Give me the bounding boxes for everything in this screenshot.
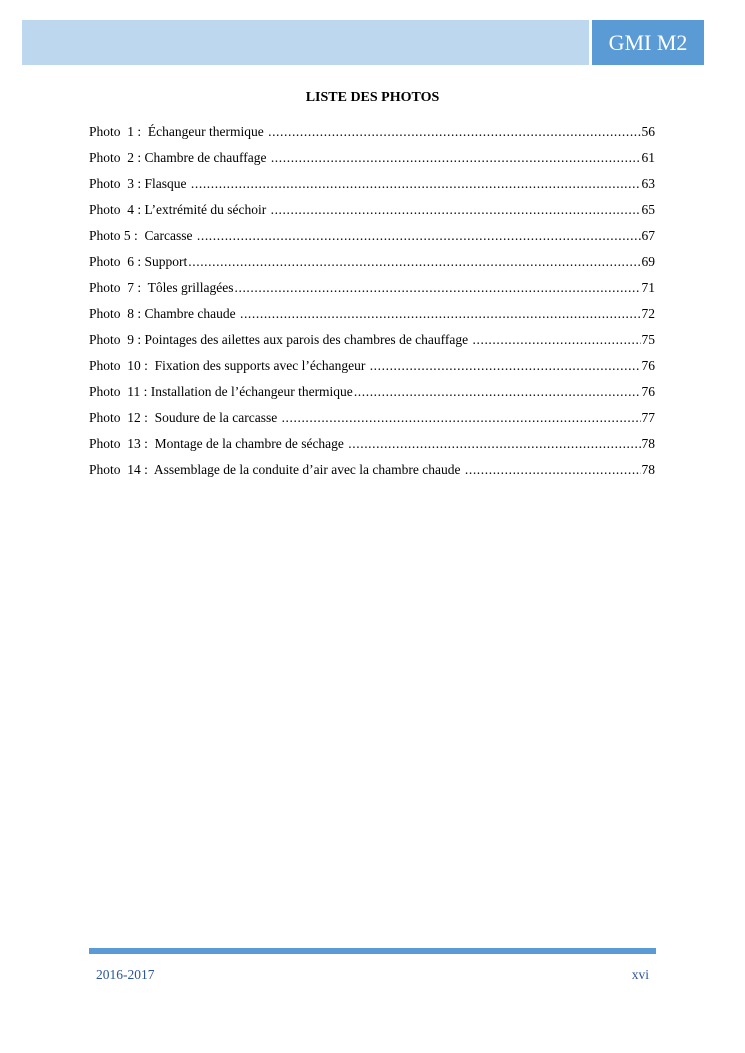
toc-entry[interactable] [89, 122, 655, 148]
entry-label: Photo 5 : Carcasse [89, 228, 196, 243]
entry-label: Photo 13 : Montage de la chambre de séchage [89, 436, 348, 451]
toc-entry[interactable] [89, 434, 655, 460]
entry-label: Photo 9 : Pointages des ailettes aux parois des chambres de chauffage [89, 332, 472, 347]
dot-leader [473, 330, 641, 350]
header-tag: GMI M2 [592, 20, 704, 65]
entry-page: 78 [641, 436, 655, 451]
entry-page: 65 [641, 202, 655, 217]
toc-entry[interactable] [89, 148, 655, 174]
entry-page: 71 [641, 280, 655, 295]
entry-label: Photo 12 : Soudure de la carcasse [89, 410, 281, 425]
entry-page: 61 [641, 150, 655, 165]
dot-leader [465, 460, 641, 480]
toc-entry[interactable] [89, 278, 655, 304]
entry-page: 75 [641, 332, 655, 347]
entry-label: Photo 11 : Installation de l’échangeur thermique [89, 384, 353, 399]
dot-leader [271, 148, 641, 168]
dot-leader [191, 174, 641, 194]
footer-year: 2016-2017 [96, 967, 155, 982]
entry-label: Photo 8 : Chambre chaude [89, 306, 239, 321]
dot-leader [197, 226, 641, 246]
toc-entry[interactable] [89, 252, 655, 278]
entry-page: 72 [641, 306, 655, 321]
entry-label: Photo 3 : Flasque [89, 176, 190, 191]
entry-label: Photo 7 : Tôles grillagées [89, 280, 234, 295]
toc-entry[interactable] [89, 408, 655, 434]
page-title: LISTE DES PHOTOS [305, 90, 440, 105]
dot-leader [354, 382, 641, 402]
toc-entry[interactable] [89, 200, 655, 226]
toc-entry[interactable] [89, 356, 655, 382]
toc-entry[interactable] [89, 174, 655, 200]
dot-leader [268, 122, 640, 142]
entry-label: Photo 4 : L’extrémité du séchoir [89, 202, 270, 217]
toc-entry[interactable] [89, 330, 655, 356]
entry-label: Photo 6 : Support [89, 254, 188, 269]
dot-leader [188, 252, 640, 272]
toc-entry[interactable] [89, 460, 655, 486]
toc-entry[interactable] [89, 226, 655, 252]
footer-page-number: xvi [631, 967, 649, 982]
entry-page: 77 [641, 410, 655, 425]
entry-label: Photo 14 : Assemblage de la conduite d’air avec la chambre chaude [89, 462, 464, 477]
entry-page: 78 [641, 462, 655, 477]
entry-page: 76 [641, 384, 655, 399]
footer-rule [89, 948, 656, 954]
entry-page: 63 [641, 176, 655, 191]
dot-leader [240, 304, 641, 324]
entry-page: 67 [641, 228, 655, 243]
entry-page: 76 [641, 358, 655, 373]
entry-label: Photo 2 : Chambre de chauffage [89, 150, 270, 165]
entry-page: 69 [641, 254, 655, 269]
dot-leader [348, 434, 640, 454]
entry-label: Photo 10 : Fixation des supports avec l’échangeur [89, 358, 369, 373]
dot-leader [370, 356, 641, 376]
dot-leader [235, 278, 641, 298]
dot-leader [282, 408, 641, 428]
dot-leader [271, 200, 641, 220]
header-bar [22, 20, 589, 65]
toc-entry[interactable] [89, 304, 655, 330]
entry-page: 56 [641, 124, 655, 139]
toc-entry[interactable] [89, 382, 655, 408]
photo-list [89, 122, 655, 486]
entry-label: Photo 1 : Échangeur thermique [89, 124, 268, 139]
